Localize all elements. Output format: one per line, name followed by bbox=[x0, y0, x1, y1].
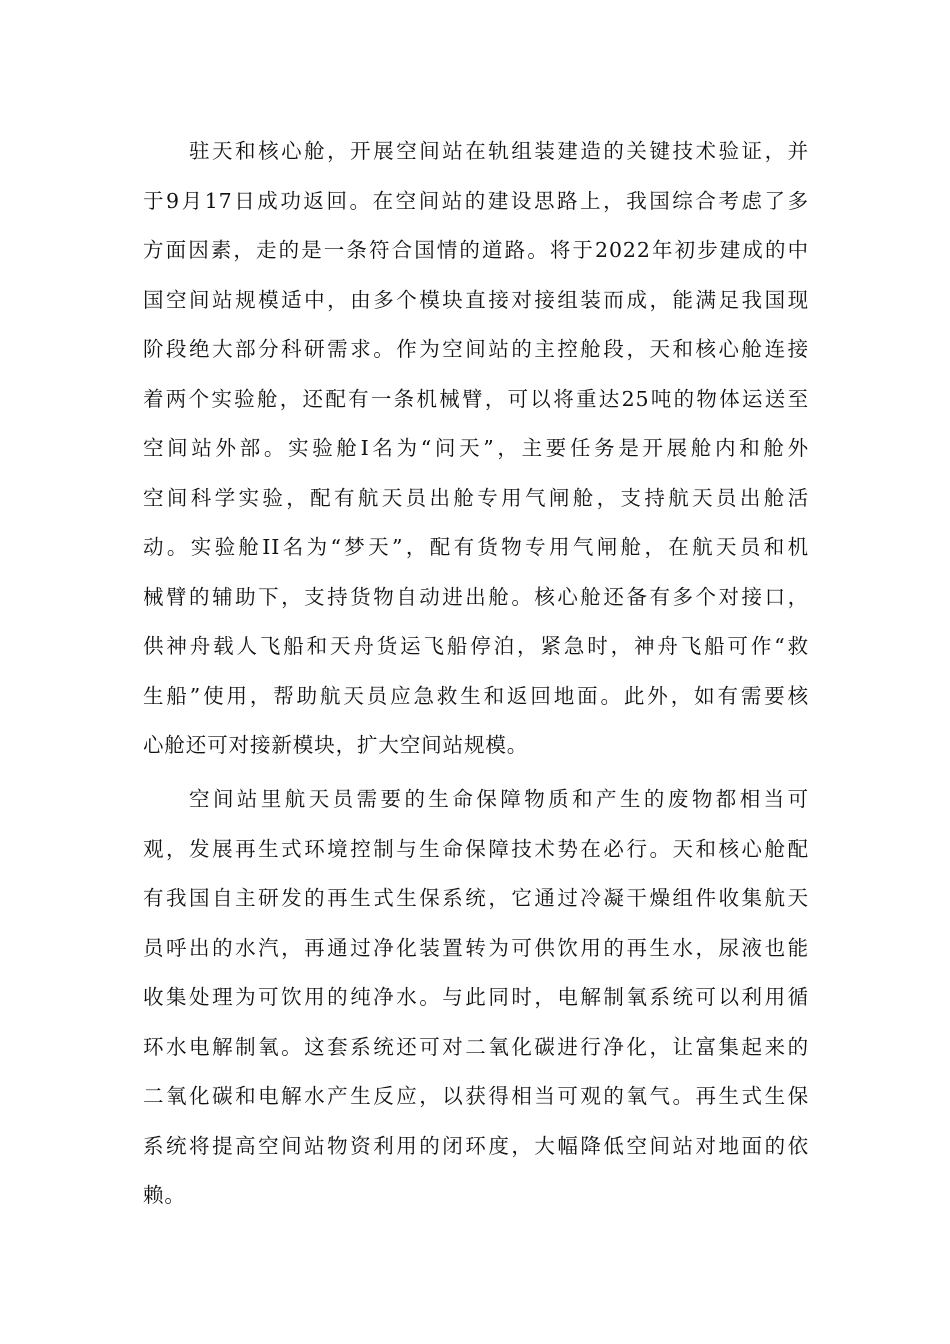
paragraph-line: 空间科学实验，配有航天员出舱专用气闸舱，支持航天员出舱活 bbox=[143, 485, 809, 510]
paragraph-line: 有我国自主研发的再生式生保系统，它通过冷凝干燥组件收集航天 bbox=[143, 886, 809, 910]
paragraph-line: 二氧化碳和电解水产生反应，以获得相当可观的氧气。再生式生保 bbox=[143, 1084, 809, 1108]
paragraph-line: 系统将提高空间站物资利用的闭环度，大幅降低空间站对地面的依 bbox=[143, 1133, 809, 1158]
paragraph-line: 械臂的辅助下，支持货物自动进出舱。核心舱还备有多个对接口， bbox=[143, 584, 809, 609]
paragraph-line: 于9月17日成功返回。在空间站的建设思路上，我国综合考虑了多 bbox=[143, 188, 809, 213]
paragraph-line: 环水电解制氧。这套系统还可对二氧化碳进行净化，让富集起来的 bbox=[143, 1034, 809, 1059]
paragraph-line: 空间站里航天员需要的生命保障物质和产生的废物都相当可 bbox=[189, 787, 809, 811]
paragraph-line: 供神舟载人飞船和天舟货运飞船停泊，紧急时，神舟飞船可作“救 bbox=[143, 634, 809, 658]
paragraph-line: 观，发展再生式环境控制与生命保障技术势在必行。天和核心舱配 bbox=[143, 836, 809, 861]
paragraph-1 bbox=[143, 127, 809, 771]
paragraph-line: 着两个实验舱，还配有一条机械臂，可以将重达25吨的物体运送至 bbox=[143, 386, 809, 411]
paragraph-line: 心舱还可对接新模块，扩大空间站规模。 bbox=[143, 733, 529, 757]
paragraph-line: 驻天和核心舱，开展空间站在轨组装建造的关键技术验证，并 bbox=[189, 139, 809, 163]
paragraph-line: 阶段绝大部分科研需求。作为空间站的主控舱段，天和核心舱连接 bbox=[143, 337, 809, 361]
paragraph-2 bbox=[143, 775, 809, 1221]
paragraph-line: 员呼出的水汽，再通过净化装置转为可供饮用的再生水，尿液也能 bbox=[143, 935, 809, 960]
paragraph-line: 动。实验舱II名为“梦天”，配有货物专用气闸舱，在航天员和机 bbox=[143, 535, 809, 559]
paragraph-line: 收集处理为可饮用的纯净水。与此同时，电解制氧系统可以利用循 bbox=[143, 985, 809, 1009]
paragraph-line: 国空间站规模适中，由多个模块直接对接组装而成，能满足我国现 bbox=[143, 287, 809, 312]
paragraph-line: 赖。 bbox=[143, 1183, 186, 1207]
paragraph-line: 方面因素，走的是一条符合国情的道路。将于2022年初步建成的中 bbox=[143, 238, 809, 262]
paragraph-line: 生船”使用，帮助航天员应急救生和返回地面。此外，如有需要核 bbox=[143, 683, 809, 708]
paragraph-line: 空间站外部。实验舱I名为“问天”，主要任务是开展舱内和舱外 bbox=[143, 436, 809, 460]
